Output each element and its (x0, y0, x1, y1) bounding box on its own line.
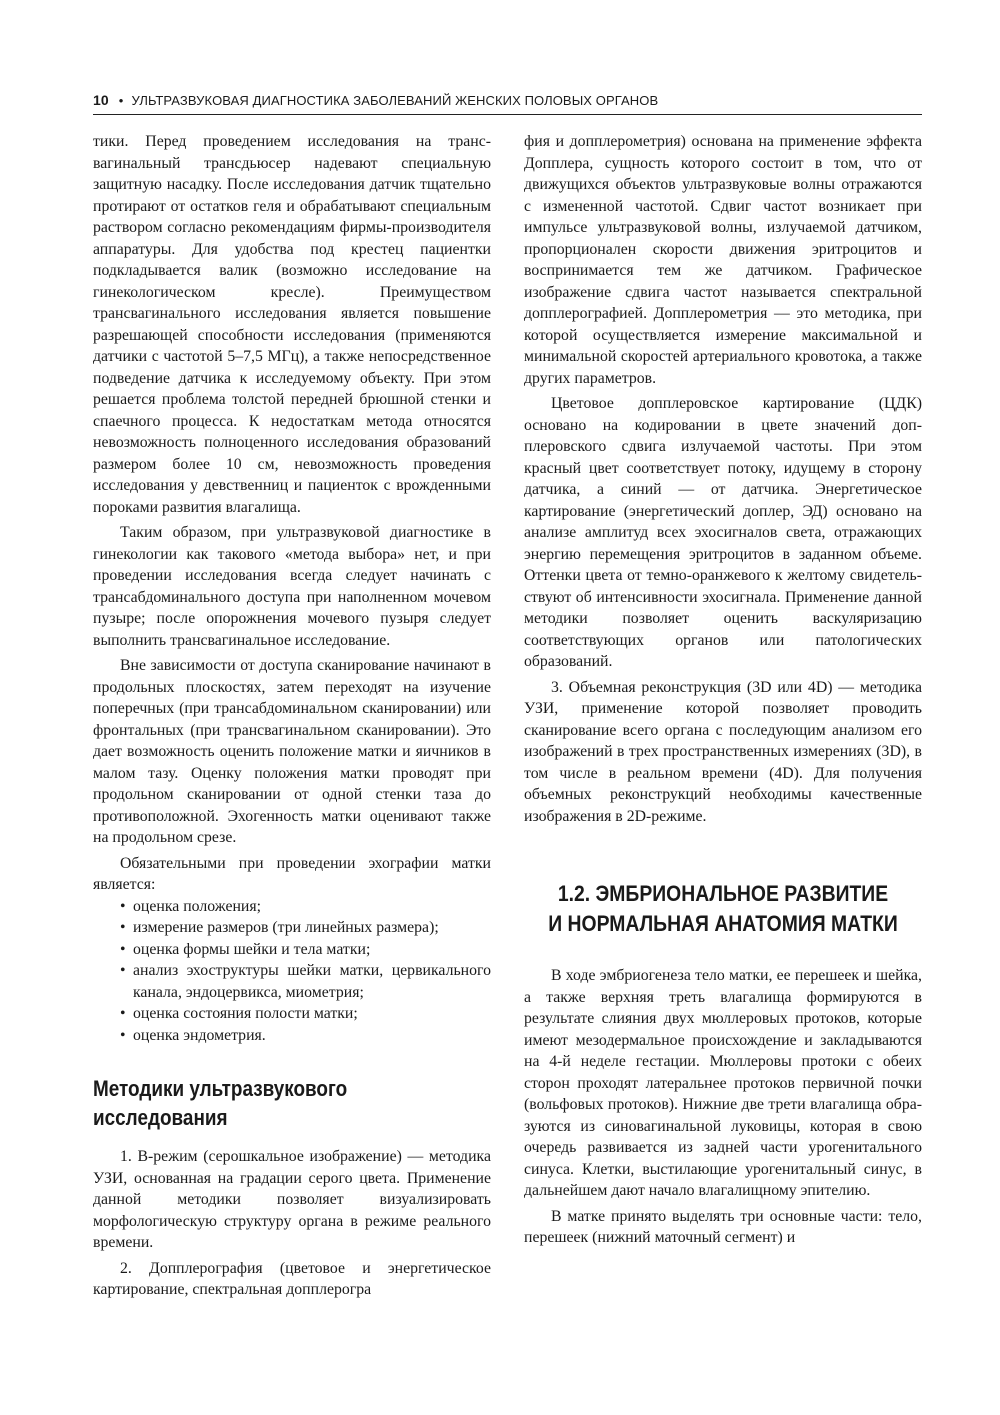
list-item: • оценка формы шейки и тела матки; (93, 939, 491, 961)
section-heading: 1.2. ЭМБРИОНАЛЬНОЕ РАЗВИТИЕ И НОРМАЛЬНАЯ АНАТОМИЯ МАТКИ (548, 881, 898, 936)
bullet-mark: • (120, 940, 126, 958)
left-paragraph-2: Таким образом, при ультразвуковой диагностике в гинекологии как такового «метода выбора» нет, и при проведении исследования всегда следует начинать с трансабдоминального доступа при наполненном мочевом пузыре; после опорожнения мочевого пузыря следует выполнить трансвагинальное исследование. (93, 524, 491, 649)
list-item: • оценка состояния полости матки; (93, 1003, 491, 1025)
header-bullet: • (118, 93, 124, 108)
bullet-mark: • (120, 1005, 126, 1022)
list-item: • оценка эндометрия. (93, 1025, 491, 1047)
bullet-mark: • (120, 1026, 126, 1044)
left-column (93, 131, 491, 1301)
running-title: УЛЬТРАЗВУКОВАЯ ДИАГНОСТИКА ЗАБОЛЕВАНИЙ ЖЕНСКИХ ПОЛОВЫХ ОРГАНОВ (131, 93, 659, 108)
list-item: • оценка положения; (93, 896, 491, 918)
right-paragraph-4: В ходе эмбриогенеза тело матки, ее перешеек и шейка, а также верхняя треть влагалища формируются в результате слияния двух мюллеровых протоков, которые имеют мезодермальное происхождение и закладываются на 4-й неделе гестации. Мюллеровы протоки с обеих сторон проходят латеральнее протоков первичной почки (вольфовых протоков). Нижние две трети влагалища образуются из синовагинальной луковицы, которая в свою очередь развивается из задней части урогенитального синуса. Клетки, выстилающие урогенитальный синус, в дальнейшем дают начало влагалищному эпителию. (524, 967, 922, 1199)
bullet-mark: • (120, 897, 126, 915)
left-paragraph-4: Обязательными при проведении эхографии матки является: (93, 854, 491, 893)
right-column (524, 131, 922, 1249)
list-item: • анализ эхоструктуры шейки матки, цервикального канала, эндоцервикса, миометрия; (120, 962, 491, 1001)
left-paragraph-1: тики. Перед проведением исследования на трансвагинальный трансдьюсер надевают специальную защитную насадку. После исследования датчик тщательно протирают от остатков геля и обрабатывают специальным раствором согласно рекомендациям фирмы-производителя аппаратуры. Для удобства под крестец пациентки подкладывается валик (возможно исследование на гинекологическом кресле). Преимуществом трансвагинального исследования является повышение разрешающей способности исследования (применяются датчики с частотой 5–7,5 МГц), а также непосредственное подведение датчика к исследуемому объекту. При этом решается проблема толстой передней брюшной стенки и спаечного процесса. К недостаткам метода относятся невозможность полноценного исследования образований размером более 10 см, невозможность проведения исследования у девственниц и пациенток с врожденными пороками развития влагалища. (93, 133, 491, 516)
left-paragraph-6: 2. Допплерография (цветовое и энергетическое картирование, спектральная допплерогра (93, 1259, 491, 1298)
list-item: • измерение размеров (три линейных размера); (93, 917, 491, 939)
left-paragraph-5: 1. В-режим (серошкальное изображение) — методика УЗИ, основанная на градации серого цвета. Применение данной методики позволяет визуализировать морфологическую структуру органа в режиме реального времени. (93, 1148, 491, 1251)
left-paragraph-3: Вне зависимости от доступа сканирование начинают в продольных плоскостях, затем переходят на изучение поперечных (при трансабдоминальном сканировании) или фронтальных (при трансвагинальном сканировании). Это дает возможность оценить положение матки и яичников в малом тазу. Оценку положения матки проводят при продольном сканировании от одной стенки таза до противоположной. Эхогенность матки оценивают также на продольном срезе. (93, 657, 491, 846)
running-header (93, 92, 922, 115)
bullet-mark: • (120, 962, 126, 979)
right-paragraph-5: В матке принято выделять три основные части: тело, перешеек (нижний маточный сегмент) и (524, 1207, 922, 1246)
requirements-list (93, 896, 491, 1047)
subsection-heading: Методики ультразвукового исследования (93, 1076, 348, 1130)
right-paragraph-2: Цветовое допплеровское картирование (ЦДК) основано на кодировании в цвете значений допплеровского сдвига излучаемой частоты. При этом красный цвет соответствует потоку, идущему в сторону датчика, а синий — от датчика. Энергетическое картирование (энергетический доплер, ЭД) основано на анализе амплитуд всех эхосигналов света, отражающих энергию перемещения эритроцитов в заданном объеме. Оттенки цвета от темно-оранжевого к желтому свидетельствуют об интенсивности эхосигнала. Применение данной методики позволяет оценить васкуляризацию соответствующих органов или патологических образований. (524, 395, 922, 670)
right-paragraph-3: 3. Объемная реконструкция (3D или 4D) — методика УЗИ, применение которой позволяет проводить сканирование всего органа с последующим анализом его изображений в трех пространственных измерениях (3D), в том числе в реальном времени (4D). Для получения объемных реконструкций необходимы качественные изображения в 2D-режиме. (524, 678, 922, 825)
page-number: 10 (93, 92, 109, 108)
right-paragraph-1: фия и допплерометрия) основана на применение эффекта Допплера, сущность которого состоит в том, что от движущихся объектов ультразвуковые волны отражаются с измененной частотой. Сдвиг частот возникает при импульсе ультразвуковой волны, излучаемой датчиком, пропорционален скорости движения эритроцитов и воспринимается тем же датчиком. Графическое изображение сдвига частот называется спектральной допплерографией. Допплерометрия — это методика, при которой осуществляется измерение максимальной и минимальной скоростей артериального кровотока, а также других параметров. (524, 133, 922, 387)
bullet-mark: • (120, 919, 126, 936)
